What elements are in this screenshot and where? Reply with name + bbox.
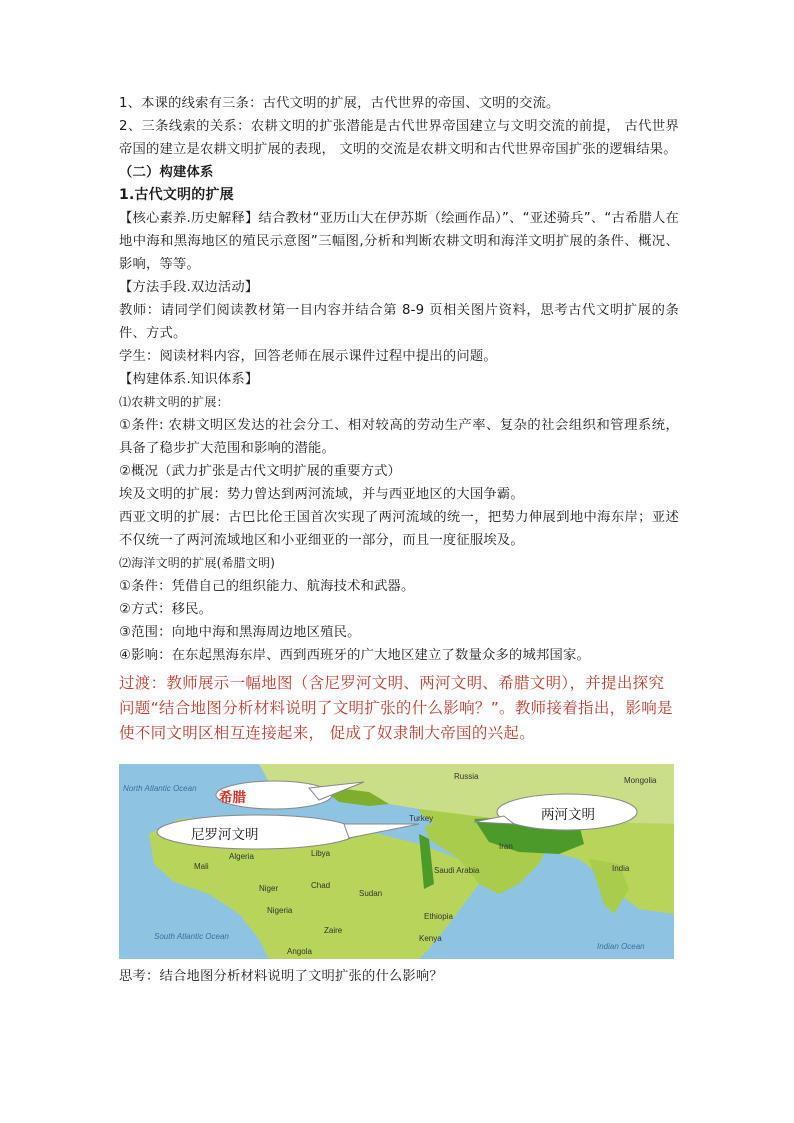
map-label: India [612, 864, 630, 873]
map-label: Kenya [419, 934, 442, 943]
map-label: Libya [311, 849, 331, 858]
map-label: Saudi Arabia [434, 866, 480, 875]
ocean-label: North Atlantic Ocean [123, 784, 197, 793]
ocean-method: ②方式：移民。 [119, 602, 213, 617]
document-body [119, 92, 679, 988]
map-label: Iran [499, 842, 513, 851]
section-title: （二）构建体系 [119, 165, 214, 180]
farming-overview: ②概况（武力扩张是古代文明扩展的重要方式） [119, 464, 402, 479]
ocean-label: Indian Ocean [597, 942, 645, 951]
map-label: Niger [259, 884, 279, 893]
map-label: Algeria [229, 852, 254, 861]
map-label: Russia [454, 772, 479, 781]
map-label: Ethiopia [424, 912, 453, 921]
map-label: Mali [194, 862, 209, 871]
subsection-title: 1.古代文明的扩展 [119, 187, 234, 203]
student-text: 学生：阅读材料内容，回答老师在展示课件过程中提出的问题。 [119, 349, 497, 364]
clue-line-1: 1、本课的线索有三条：古代文明的扩展，古代世界的帝国、文明的交流。 [119, 96, 560, 111]
bubble-nile: 尼罗河文明 [191, 827, 259, 843]
map-label: Turkey [409, 814, 434, 823]
map-label: Zaire [324, 926, 343, 935]
ocean-title: ⑵海洋文明的扩展(希腊文明) [119, 556, 276, 570]
teacher-text: 教师：请同学们阅读教材第一目内容并结合第 8-9 页相关图片资料，思考古代文明扩展的条件、方式。 [119, 303, 679, 341]
method-title: 【方法手段.双边活动】 [119, 280, 259, 295]
bubble-mesopotamia: 两河文明 [541, 807, 595, 823]
core-literacy: 【核心素养.历史解释】结合教材“亚历山大在伊苏斯（绘画作品）”、“亚述骑兵”、“古希腊人在地中海和黑海地区的殖民示意图”三幅图,分析和判断农耕文明和海洋文明扩展的条件、概况、影响，等等。 [119, 211, 679, 272]
farming-condition: ①条件: 农耕文明区发达的社会分工、相对较高的劳动生产率、复杂的社会组织和管理系统，具备了稳步扩大范围和影响的潜能。 [119, 418, 679, 456]
ocean-label: South Atlantic Ocean [154, 932, 229, 941]
clue-line-2: 2、三条线索的关系：农耕文明的扩张潜能是古代世界帝国建立与文明交流的前提， 古代世界帝国的建立是农耕文明扩展的表现， 文明的交流是农耕文明和古代世界帝国扩张的逻辑结果。 [119, 119, 679, 157]
map-label: Sudan [359, 889, 383, 898]
ocean-scope: ③范围：向地中海和黑海周边地区殖民。 [119, 625, 361, 640]
civilization-map [119, 764, 674, 959]
question-text: 思考：结合地图分析材料说明了文明扩张的什么影响？ [119, 969, 443, 984]
transition-text: 过渡：教师展示一幅地图（含尼罗河文明、两河文明、希腊文明），并提出探究问题“结合地图分析材料说明了文明扩张的什么影响？”。教师接着指出，影响是使不同文明区相互连接起来， 促成了奴隶制大帝国的兴起。 [119, 674, 673, 742]
map-label: Mongolia [624, 776, 657, 785]
bubble-greece: 希腊 [219, 790, 246, 806]
west-asia-expansion: 西亚文明的扩展：古巴比伦王国首次实现了两河流域的统一，把势力伸展到地中海东岸；亚述不仅统一了两河流域地区和小亚细亚的一部分，而且一度征服埃及。 [119, 510, 679, 548]
ocean-impact: ④影响：在东起黑海东岸、西到西班牙的广大地区建立了数量众多的城邦国家。 [119, 648, 591, 663]
egypt-expansion: 埃及文明的扩展：势力曾达到两河流域，并与西亚地区的大国争霸。 [119, 487, 524, 502]
farming-title: ⑴农耕文明的扩展： [119, 395, 229, 409]
ocean-condition: ①条件：凭借自己的组织能力、航海技术和武器。 [119, 579, 415, 594]
map-label: Chad [311, 881, 331, 890]
map-label: Angola [287, 947, 312, 956]
system-title: 【构建体系.知识体系】 [119, 372, 259, 387]
map-label: Nigeria [267, 906, 293, 915]
